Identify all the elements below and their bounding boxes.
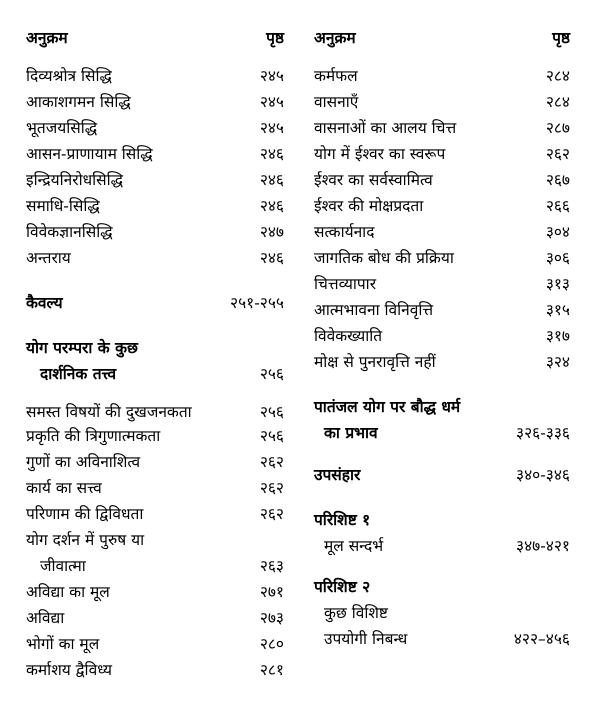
entry-title: योग में ईश्वर का स्वरूप — [314, 145, 446, 163]
entry-page: ३४७-४२१ — [516, 537, 570, 555]
toc-entry — [314, 92, 570, 114]
toc-entry — [314, 326, 570, 348]
entry-page: २४७ — [259, 223, 284, 241]
entry-page: ३२६-३३६ — [516, 424, 570, 442]
entry-title: अविद्या का मूल — [26, 583, 110, 601]
entry-title: आत्मभावना विनिवृत्ति — [314, 301, 434, 319]
toc-section-heading — [26, 364, 284, 386]
toc-entry — [26, 170, 284, 192]
toc-section-heading — [314, 465, 570, 487]
entry-title: भूतजयसिद्धि — [26, 119, 98, 137]
entry-title: मूल सन्दर्भ — [324, 537, 384, 555]
entry-title: जागतिक बोध की प्रक्रिया — [314, 249, 454, 267]
toc-entry — [26, 660, 284, 682]
toc-entry — [314, 170, 570, 192]
toc-section-heading — [26, 338, 284, 360]
entry-title: उपयोगी निबन्ध — [324, 630, 408, 648]
entry-title: जीवात्मा — [40, 557, 86, 575]
header-page-label: पृष्ठ — [266, 29, 284, 47]
entry-page: २६६ — [545, 197, 570, 215]
entry-title: आसन-प्राणायाम सिद्धि — [26, 145, 153, 163]
toc-entry — [314, 118, 570, 140]
entry-title: मोक्ष से पुनरावृत्ति नहीं — [314, 353, 436, 371]
entry-page: २६३ — [259, 557, 284, 575]
toc-entry — [26, 452, 284, 474]
entry-title: गुणों का अविनाशित्व — [26, 453, 141, 471]
entry-page: ३०४ — [545, 223, 570, 241]
toc-entry — [314, 248, 570, 270]
entry-title: दार्शनिक तत्त्व — [40, 365, 117, 383]
entry-page: २५६ — [259, 427, 284, 445]
toc-entry — [26, 426, 284, 448]
entry-page: २७३ — [259, 609, 284, 627]
entry-title: चित्तव्यापार — [314, 275, 377, 293]
toc-entry — [314, 66, 570, 88]
entry-title: योग दर्शन में पुरुष या — [26, 531, 145, 549]
entry-title: भोगों का मूल — [26, 635, 100, 653]
toc-entry — [26, 556, 284, 578]
entry-title: ईश्वर का सर्वस्वामित्व — [314, 171, 433, 189]
toc-entry — [26, 478, 284, 500]
entry-title: वासनाएँ — [314, 93, 359, 111]
toc-entry — [26, 634, 284, 656]
entry-title: परिशिष्ट १ — [314, 511, 371, 529]
toc-entry — [314, 222, 570, 244]
entry-page: २६२ — [259, 453, 284, 471]
entry-page: २६२ — [545, 145, 570, 163]
entry-page: ३४०-३४६ — [516, 466, 570, 484]
toc-entry — [26, 530, 284, 552]
toc-entry — [314, 352, 570, 374]
toc-entry — [26, 248, 284, 270]
toc-entry — [26, 582, 284, 604]
toc-section-heading — [314, 577, 570, 599]
toc-header — [26, 28, 284, 50]
toc-entry — [314, 629, 570, 651]
entry-page: २७१ — [259, 583, 284, 601]
entry-page: ३०६ — [545, 249, 570, 267]
header-title: अनुक्रम — [314, 29, 356, 47]
entry-title: कर्माशय द्वैविध्य — [26, 661, 113, 679]
entry-page: ३१५ — [545, 301, 570, 319]
entry-page: २८४ — [545, 93, 570, 111]
toc-entry — [26, 608, 284, 630]
entry-title: कुछ विशिष्ट — [324, 604, 388, 622]
entry-title: समस्त विषयों की दुखजनकता — [26, 403, 192, 421]
toc-header — [314, 28, 570, 50]
entry-page: २८७ — [545, 119, 570, 137]
entry-page: २६२ — [259, 505, 284, 523]
entry-page: २६७ — [545, 171, 570, 189]
toc-entry — [26, 196, 284, 218]
entry-title: का प्रभाव — [324, 424, 378, 442]
entry-page: ४२२–४५६ — [513, 630, 570, 648]
toc-section-heading — [26, 293, 284, 315]
entry-title: योग परम्परा के कुछ — [26, 339, 138, 357]
entry-title: सत्कार्यनाद — [314, 223, 375, 241]
toc-entry — [314, 144, 570, 166]
header-page-label: पृष्ठ — [552, 29, 570, 47]
entry-title: ईश्वर की मोक्षप्रदता — [314, 197, 424, 215]
toc-entry — [26, 66, 284, 88]
toc-entry — [314, 196, 570, 218]
toc-entry — [26, 402, 284, 424]
entry-page: २५६ — [259, 365, 284, 383]
entry-page: ३२४ — [545, 353, 570, 371]
toc-section-heading — [314, 397, 570, 419]
toc-entry — [314, 274, 570, 296]
toc-section-heading — [314, 423, 570, 445]
entry-page: २४६ — [259, 171, 284, 189]
entry-title: प्रकृति की त्रिगुणात्मकता — [26, 427, 161, 445]
entry-title: विवेकज्ञानसिद्धि — [26, 223, 113, 241]
entry-page: २४५ — [259, 119, 284, 137]
entry-page: २६२ — [259, 479, 284, 497]
entry-title: पातंजल योग पर बौद्ध धर्म — [314, 398, 461, 416]
toc-entry — [26, 222, 284, 244]
entry-title: इन्द्रियनिरोधसिद्धि — [26, 171, 124, 189]
entry-title: आकाशगमन सिद्धि — [26, 93, 131, 111]
entry-title: कैवल्य — [26, 294, 63, 312]
entry-page: २४६ — [259, 197, 284, 215]
entry-page: २८० — [259, 635, 284, 653]
toc-entry — [314, 603, 570, 625]
entry-page: ३१३ — [545, 275, 570, 293]
entry-title: परिणाम की द्विविधता — [26, 505, 144, 523]
entry-page: २४५ — [259, 67, 284, 85]
toc-entry — [314, 300, 570, 322]
entry-title: वासनाओं का आलय चित्त — [314, 119, 457, 137]
toc-section-heading — [314, 510, 570, 532]
toc-entry — [26, 92, 284, 114]
toc-entry — [26, 118, 284, 140]
entry-title: समाधि-सिद्धि — [26, 197, 100, 215]
entry-title: कार्य का सत्त्व — [26, 479, 102, 497]
entry-title: उपसंहार — [314, 466, 361, 484]
entry-title: कर्मफल — [314, 67, 358, 85]
header-title: अनुक्रम — [26, 29, 68, 47]
entry-title: परिशिष्ट २ — [314, 578, 371, 596]
entry-title: दिव्यश्रोत्र सिद्धि — [26, 67, 112, 85]
entry-title: विवेकख्याति — [314, 327, 383, 345]
entry-page: २५६ — [259, 403, 284, 421]
entry-page: ३१७ — [545, 327, 570, 345]
entry-title: अविद्या — [26, 609, 65, 627]
toc-entry — [26, 504, 284, 526]
entry-page: २४६ — [259, 145, 284, 163]
toc-entry — [314, 536, 570, 558]
entry-page: २४६ — [259, 249, 284, 267]
entry-title: अन्तराय — [26, 249, 71, 267]
entry-page: २८१ — [259, 661, 284, 679]
entry-page: २५१-२५५ — [230, 294, 284, 312]
entry-page: २८४ — [545, 67, 570, 85]
toc-entry — [26, 144, 284, 166]
entry-page: २४५ — [259, 93, 284, 111]
